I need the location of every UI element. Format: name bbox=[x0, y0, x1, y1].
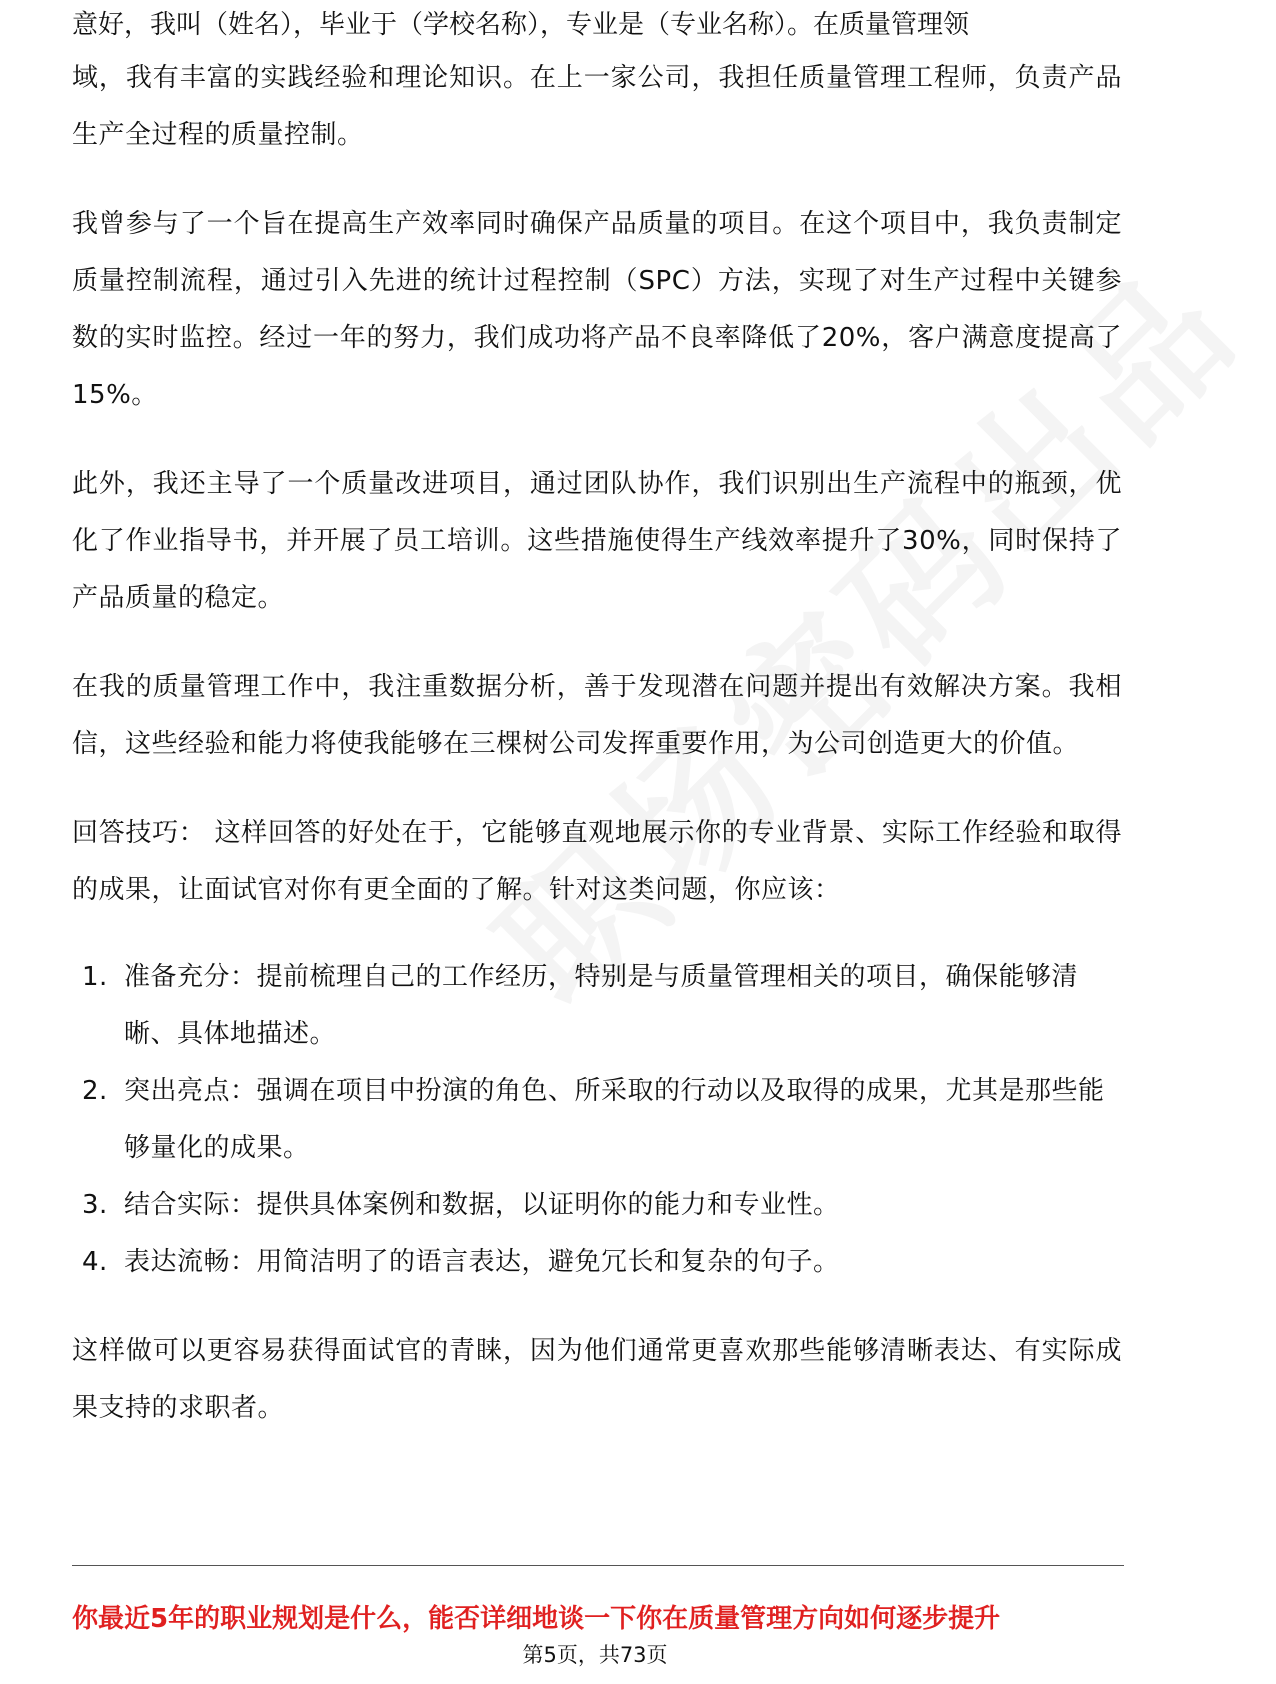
list-item bbox=[82, 1234, 1122, 1291]
list-item bbox=[82, 1063, 1122, 1177]
document-body bbox=[72, 10, 1122, 1437]
partial-top-line-text: 意好，我叫（姓名），毕业于（学校名称），专业是（专业名称）。在质量管理领 bbox=[72, 10, 970, 40]
list-item-number: 4. bbox=[82, 1247, 108, 1277]
paragraph-spc-project: 我曾参与了一个旨在提高生产效率同时确保产品质量的项目。在这个项目中，我负责制定质量控制流程，通过引入先进的统计过程控制（SPC）方法，实现了对生产过程中关键参数的实时监控。经过一年的努力，我们成功将产品不良率降低了20%，客户满意度提高了15%。 bbox=[72, 209, 1122, 410]
paragraph-improvement-project: 此外，我还主导了一个质量改进项目，通过团队协作，我们识别出生产流程中的瓶颈，优化了作业指导书，并开展了员工培训。这些措施使得生产线效率提升了30%，同时保持了产品质量的稳定。 bbox=[72, 469, 1122, 613]
next-question-heading: 你最近5年的职业规划是什么，能否详细地谈一下你在质量管理方向如何逐步提升 bbox=[72, 1604, 1001, 1634]
list-item-number: 3. bbox=[82, 1190, 108, 1220]
paragraph-data-analysis: 在我的质量管理工作中，我注重数据分析，善于发现潜在问题并提出有效解决方案。我相信，这些经验和能力将使我能够在三棵树公司发挥重要作用，为公司创造更大的价值。 bbox=[72, 672, 1122, 759]
paragraph-intro: 域，我有丰富的实践经验和理论知识。在上一家公司，我担任质量管理工程师，负责产品生产全过程的质量控制。 bbox=[72, 63, 1122, 150]
list-item-text: 表达流畅：用简洁明了的语言表达，避免冗长和复杂的句子。 bbox=[124, 1247, 840, 1277]
tips-list bbox=[72, 949, 1122, 1291]
list-item-text: 突出亮点：强调在项目中扮演的角色、所采取的行动以及取得的成果，尤其是那些能够量化的成果。 bbox=[124, 1076, 1105, 1163]
list-item bbox=[82, 949, 1122, 1063]
paragraph-closing: 这样做可以更容易获得面试官的青睐，因为他们通常更喜欢那些能够清晰表达、有实际成果支持的求职者。 bbox=[72, 1336, 1122, 1423]
list-item bbox=[82, 1177, 1122, 1234]
partial-top-line bbox=[72, 10, 1122, 40]
page-number: 第5页，共73页 bbox=[522, 1643, 668, 1667]
list-item-text: 准备充分：提前梳理自己的工作经历，特别是与质量管理相关的项目，确保能够清晰、具体地描述。 bbox=[124, 962, 1079, 1049]
list-item-number: 1. bbox=[82, 962, 108, 992]
paragraph-answer-tips: 回答技巧： 这样回答的好处在于，它能够直观地展示你的专业背景、实际工作经验和取得的成果，让面试官对你有更全面的了解。针对这类问题，你应该： bbox=[72, 818, 1122, 905]
list-item-number: 2. bbox=[82, 1076, 108, 1106]
divider bbox=[72, 1565, 1124, 1566]
list-item-text: 结合实际：提供具体案例和数据，以证明你的能力和专业性。 bbox=[124, 1190, 840, 1220]
